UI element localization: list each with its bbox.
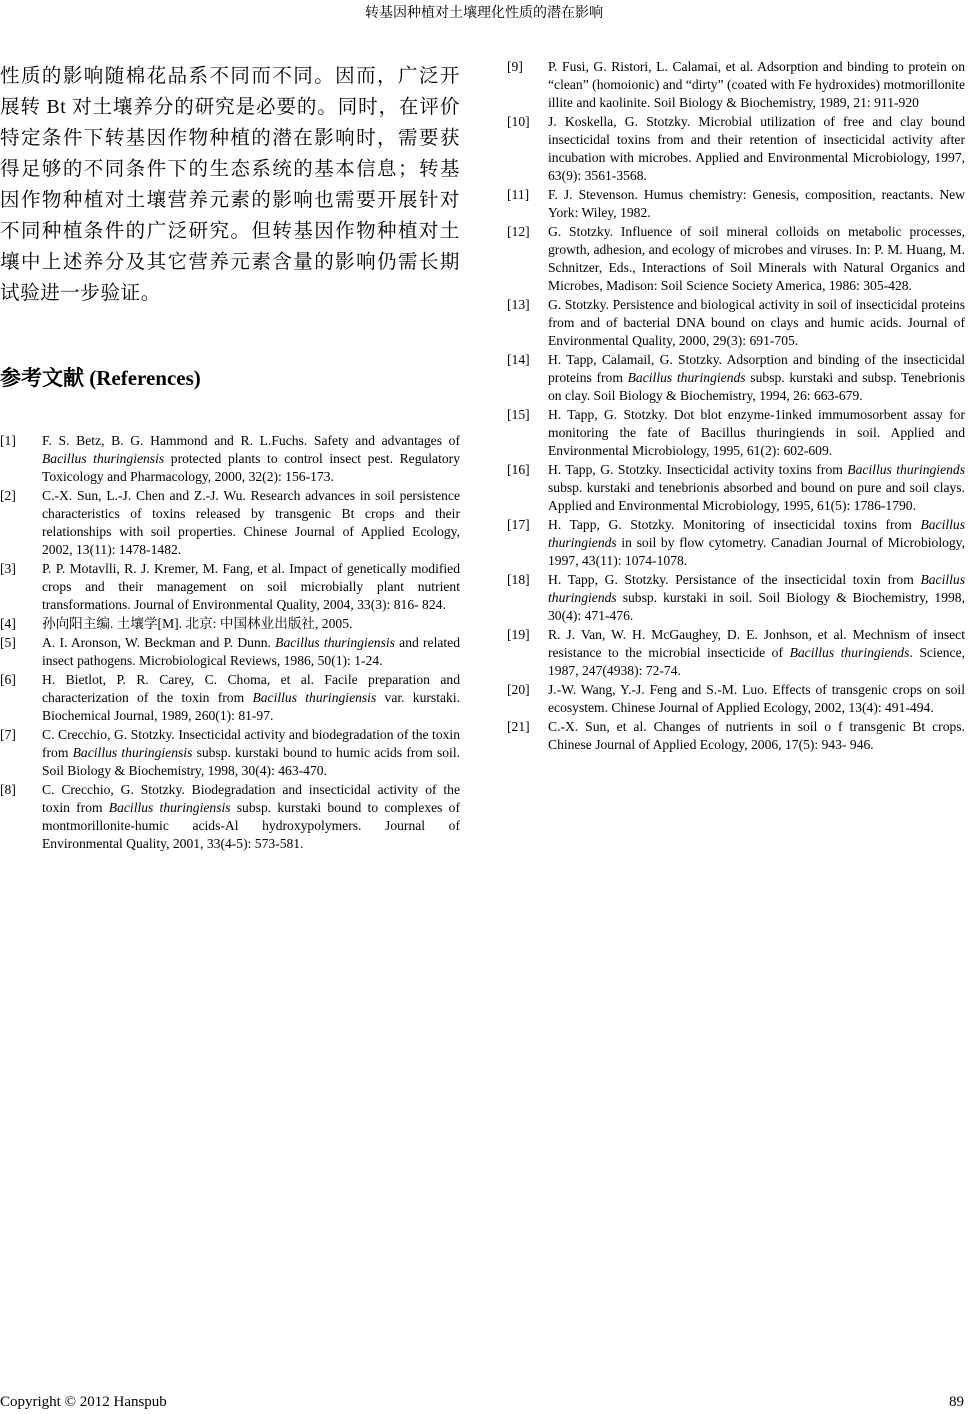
reference-number: [7] [0, 727, 16, 742]
reference-item [0, 671, 460, 725]
page-number: 89 [949, 1394, 964, 1410]
reference-number: [3] [0, 561, 16, 576]
reference-species-name: Bacillus thuringiensis [42, 451, 165, 466]
reference-species-name: Bacillus thuringiensis [72, 745, 193, 760]
reference-species-name: Bacillus thuringiends [548, 517, 965, 550]
reference-item [507, 113, 965, 185]
reference-item [507, 516, 965, 570]
reference-number: [18] [507, 572, 530, 587]
reference-text: C. Crecchio, G. Stotzky. Biodegradation and insecticidal activity of the toxin from [42, 782, 460, 815]
reference-item [0, 634, 460, 670]
reference-text: F. S. Betz, B. G. Hammond and R. L.Fuchs. Safety and advantages of [42, 433, 460, 448]
reference-number: [10] [507, 114, 530, 129]
reference-item [507, 571, 965, 625]
reference-item [0, 781, 460, 853]
reference-text: H. Tapp, G. Stotzky. Insecticidal activity toxins from [548, 462, 848, 477]
reference-text: . Science, 1987, 247(4938): 72-74. [548, 645, 965, 678]
reference-item [507, 351, 965, 405]
reference-number: [21] [507, 719, 530, 734]
reference-text: J. Koskella, G. Stotzky. Microbial utilization of free and clay bound insecticidal toxins from and their retention of insecticidal activity after incubation with microbes. Applied and Environmental Microbiology, 1997, 63(9): 3561-3568. [548, 114, 965, 183]
reference-species-name: Bacillus thuringiensis [275, 635, 395, 650]
reference-text: and related insect pathogens. Microbiological Reviews, 1986, 50(1): 1-24. [42, 635, 460, 668]
reference-item [507, 223, 965, 295]
reference-list-left [0, 432, 460, 854]
reference-species-name: Bacillus thuringiends [789, 645, 910, 660]
reference-number: [16] [507, 462, 530, 477]
reference-item [0, 726, 460, 780]
reference-species-name: Bacillus thuringiends [627, 370, 746, 385]
reference-text: subsp. kurstaki in soil. Soil Biology & Biochemistry, 1998, 30(4): 471-476. [548, 590, 965, 623]
reference-number: [4] [0, 616, 16, 631]
reference-text: A. I. Aronson, W. Beckman and P. Dunn. [42, 635, 276, 650]
reference-text: 孙向阳主编. 土壤学[M]. 北京: 中国林业出版社, 2005. [42, 616, 353, 631]
reference-text: H. Tapp, G. Stotzky. Monitoring of insecticidal toxins from [548, 517, 921, 532]
reference-species-name: Bacillus thuringiensis [252, 690, 377, 705]
reference-text: C. Crecchio, G. Stotzky. Insecticidal activity and biodegradation of the toxin from [42, 727, 460, 760]
running-header: 转基因种植对土壤理化性质的潜在影响 [365, 6, 603, 21]
reference-text: H. Tapp, G. Stotzky. Dot blot enzyme-1inked immumosorbent assay for monitoring the fate of Bacillus thuringiends in soil. Applied and Environmental Microbiology, 1995, 61(2): 602-609. [548, 407, 965, 458]
reference-text: H. Tapp, G. Stotzky. Persistance of the insecticidal toxin from [548, 572, 921, 587]
reference-number: [17] [507, 517, 530, 532]
reference-item [507, 681, 965, 717]
reference-item [0, 487, 460, 559]
reference-text: subsp. kurstaki and subsp. Tenebrionis on clay. Soil Biology & Biochemistry, 1994, 26: 663-679. [548, 370, 965, 403]
reference-list-right [507, 58, 965, 755]
reference-item [507, 718, 965, 754]
reference-text: C.-X. Sun, et al. Changes of nutrients in soil o f transgenic Bt crops. Chinese Journal of Applied Ecology, 2006, 17(5): 943- 946. [548, 719, 965, 752]
reference-text: subsp. kurstaki and tenebrionis absorbed and bound on pure and soil clays. Applied and Environmental Microbiology, 1995, 61(5): 1786-1790. [548, 480, 965, 513]
reference-item [0, 560, 460, 614]
reference-number: [13] [507, 297, 530, 312]
reference-number: [19] [507, 627, 530, 642]
reference-item [507, 186, 965, 222]
reference-number: [14] [507, 352, 530, 367]
reference-text: F. J. Stevenson. Humus chemistry: Genesis, composition, reactants. New York: Wiley, 1982. [548, 187, 965, 220]
reference-item [507, 626, 965, 680]
reference-item [0, 615, 460, 633]
reference-species-name: Bacillus thuringiends [548, 572, 965, 605]
reference-item [507, 58, 965, 112]
reference-text: protected plants to control insect pest. Regulatory Toxicology and Pharmacology, 2000, 32(2): 156-173. [42, 451, 460, 484]
reference-number: [1] [0, 433, 16, 448]
reference-text: C.-X. Sun, L.-J. Chen and Z.-J. Wu. Research advances in soil persistence characteristics of toxins released by transgenic Bt crops and their relationships with soil properties. Chinese Journal of Applied Ecology, 2002, 13(11): 1478-1482. [42, 488, 460, 557]
reference-number: [9] [507, 59, 523, 74]
reference-number: [12] [507, 224, 530, 239]
reference-number: [6] [0, 672, 16, 687]
reference-number: [5] [0, 635, 16, 650]
references-heading: 参考文献 (References) [0, 366, 201, 390]
body-paragraph: 性质的影响随棉花品系不同而不同。因而，广泛开展转 Bt 对土壤养分的研究是必要的。同时，在评价特定条件下转基因作物种植的潜在影响时，需要获得足够的不同条件下的生态系统的基本信息；转基因作物种植对土壤营养元素的影响也需要开展针对不同种植条件的广泛研究。但转基因作物种植对土壤中上述养分及其它营养元素含量的影响仍需长期试验进一步验证。 [0, 66, 460, 304]
reference-number: [8] [0, 782, 16, 797]
reference-item [0, 432, 460, 486]
reference-item [507, 406, 965, 460]
reference-text: P. P. Motavlli, R. J. Kremer, M. Fang, et al. Impact of genetically modified crops and their management on soil microbially plant nutrient transformations. Journal of Environmental Quality, 2004, 33(3): 816- 824. [42, 561, 460, 612]
reference-text: H. Bietlot, P. R. Carey, C. Choma, et al. Facile preparation and characterization of the toxin from [42, 672, 460, 705]
reference-number: [15] [507, 407, 530, 422]
reference-text: H. Tapp, Calamail, G. Stotzky. Adsorption and binding of the insecticidal proteins from [548, 352, 965, 385]
reference-text: R. J. Van, W. H. McGaughey, D. E. Jonhson, et al. Mechnism of insect resistance to the microbial insecticide of [548, 627, 965, 660]
reference-number: [2] [0, 488, 16, 503]
reference-text: J.-W. Wang, Y.-J. Feng and S.-M. Luo. Effects of transgenic crops on soil ecosystem. Chinese Journal of Applied Ecology, 2002, 13(4): 491-494. [548, 682, 965, 715]
reference-species-name: Bacillus thuringiends [847, 462, 965, 477]
reference-text: in soil by flow cytometry. Canadian Journal of Microbiology, 1997, 43(11): 1074-1078. [548, 535, 965, 568]
reference-text: var. kurstaki. Biochemical Journal, 1989, 260(1): 81-97. [42, 690, 461, 723]
reference-text: G. Stotzky. Influence of soil mineral colloids on metabolic processes, growth, adhesion, and ecology of microbes and viruses. In: P. M. Huang, M. Schnitzer, Eds., Interactions of Soil Minerals with Natural Organics and Microbes, Madison: Soil Science Society America, 1986: 305-428. [548, 224, 965, 293]
reference-species-name: Bacillus thuringiensis [108, 800, 231, 815]
reference-item [507, 296, 965, 350]
reference-number: [20] [507, 682, 530, 697]
reference-text: subsp. kurstaki bound to complexes of montmorillonite-humic acids-Al hydroxypolymers. Journal of Environmental Quality, 2001, 33(4-5): 573-581. [42, 800, 460, 851]
copyright-footer: Copyright © 2012 Hanspub [0, 1394, 167, 1410]
reference-number: [11] [507, 187, 530, 202]
reference-text: G. Stotzky. Persistence and biological activity in soil of insecticidal proteins from and of bacterial DNA bound on clays and humic acids. Journal of Environmental Quality, 2000, 29(3): 691-705. [548, 297, 965, 348]
reference-text: subsp. kurstaki bound to humic acids from soil. Soil Biology & Biochemistry, 1998, 30(4): 463-470. [42, 745, 460, 778]
reference-text: P. Fusi, G. Ristori, L. Calamai, et al. Adsorption and binding to protein on “clean” (homoionic) and “dirty” (coated with Fe hydroxides) motmorillonite illite and kaolinite. Soil Biology & Biochemistry, 1989, 21: 911-920 [548, 59, 965, 110]
reference-item [507, 461, 965, 515]
